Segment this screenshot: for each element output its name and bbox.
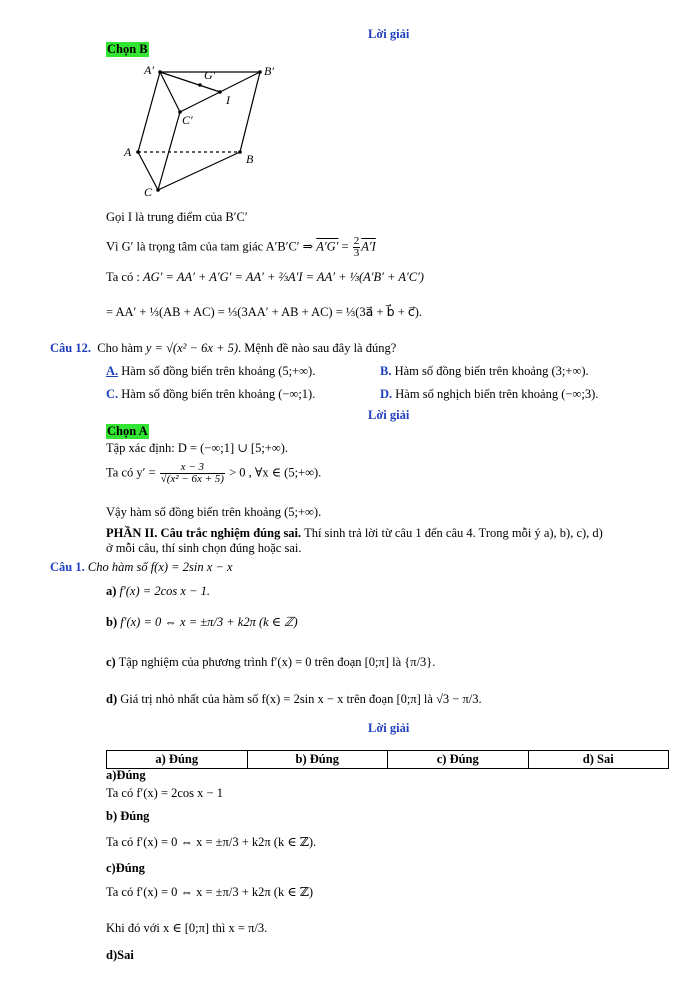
answer-cell-c: c) Đúng: [388, 751, 529, 769]
sol-c-line2: Khi đó với x ∈ [0;π] thì x = π/3.: [106, 921, 268, 935]
option-c[interactable]: C. Hàm số đồng biến trên khoảng (−∞;1).: [106, 387, 316, 401]
part2-instructions-line2: ở mỗi câu, thí sinh chọn đúng hoặc sai.: [106, 541, 302, 555]
sol-b-line: Ta có f′(x) = 0 ⇔ x = ±π/3 + k2π (k ∈ ℤ).: [106, 835, 317, 849]
sol1-line3: Ta có : AG′ = AA′ + A′G′ = AA′ + ⅔A′I = AA′ + ⅓(A′B′ + A′C′): [106, 270, 424, 284]
sol-a-line: Ta có f′(x) = 2cos x − 1: [106, 786, 223, 800]
label-Gp: G′: [204, 68, 216, 82]
sol-a-head: a)Đúng: [106, 768, 146, 782]
part2-instructions: PHẦN II. Câu trắc nghiệm đúng sai. Thí sinh trả lời từ câu 1 đến câu 4. Trong mỗi ý a), b), c), d): [106, 526, 603, 540]
sol-c-line1: Ta có f′(x) = 0 ⇔ x = ±π/3 + k2π (k ∈ ℤ): [106, 885, 314, 899]
question-1: Câu 1. Cho hàm số f(x) = 2sin x − x: [50, 560, 233, 574]
answer-cell-a: a) Đúng: [107, 751, 248, 769]
label-A: A: [124, 145, 132, 159]
solution-heading: Lời giải: [368, 27, 410, 41]
label-Bp: B′: [264, 64, 274, 78]
label-Cp: C′: [182, 113, 193, 127]
q12-sol-line1: Tập xác định: D = (−∞;1] ∪ [5;+∞).: [106, 441, 289, 455]
option-a[interactable]: A. Hàm số đồng biến trên khoảng (5;+∞).: [106, 364, 316, 378]
statement-b: b) f′(x) = 0 ⇔ x = ±π/3 + k2π (k ∈ ℤ): [106, 615, 298, 629]
statement-d: d) Giá trị nhỏ nhất của hàm số f(x) = 2sin x − x trên đoạn [0;π] là √3 − π/3.: [106, 692, 482, 706]
option-d[interactable]: D. Hàm số nghịch biến trên khoảng (−∞;3).: [380, 387, 599, 401]
q12-sol-line2: Ta có y′ = $\frac{x - 3}{\text{√(x² − 6x + 5)}}$ > 0 , ∀x ∈ (5;+∞).: [106, 461, 322, 485]
sol1-line4: = AA′ + ⅓(AB + AC) = ⅓(3AA′ + AB + AC) = ⅓(3a⃗ + b⃗ + c⃗).: [106, 305, 423, 319]
label-Ap: A′: [144, 63, 154, 77]
sol1-line1: Gọi I là trung điểm của B′C′: [106, 210, 248, 224]
q12-sol-line3: Vậy hàm số đồng biến trên khoảng (5;+∞).: [106, 505, 322, 519]
answer-choice-badge: Chọn B: [107, 42, 148, 56]
label-B: B: [246, 152, 254, 166]
answer-cell-d: d) Sai: [528, 751, 669, 769]
label-I: I: [226, 93, 230, 107]
answer-cell-b: b) Đúng: [247, 751, 388, 769]
label-C: C: [144, 185, 153, 197]
option-b[interactable]: B. Hàm số đồng biến trên khoảng (3;+∞).: [380, 364, 589, 378]
q1-solution-heading: Lời giải: [368, 721, 410, 735]
answer-table: [106, 750, 669, 769]
sol-d-head: d)Sai: [106, 948, 134, 962]
sol1-line2: Vì G′ là trọng tâm của tam giác A′B′C′ ⇒ A′G′ = $\frac{2}{3}$ A′I: [106, 235, 376, 259]
sol-c-head: c)Đúng: [106, 861, 145, 875]
q12-answer-choice: Chọn A: [107, 424, 148, 438]
statement-c: c) Tập nghiệm của phương trình f′(x) = 0 trên đoạn [0;π] là {π/3}.: [106, 655, 436, 669]
q12-solution-heading: Lời giải: [368, 408, 410, 422]
prism-figure: [118, 62, 288, 197]
question-12: Câu 12. Cho hàm y = √(x² − 6x + 5). Mệnh đề nào sau đây là đúng?: [50, 341, 397, 355]
statement-a: a) f′(x) = 2cos x − 1.: [106, 584, 210, 598]
sol-b-head: b) Đúng: [106, 809, 150, 823]
